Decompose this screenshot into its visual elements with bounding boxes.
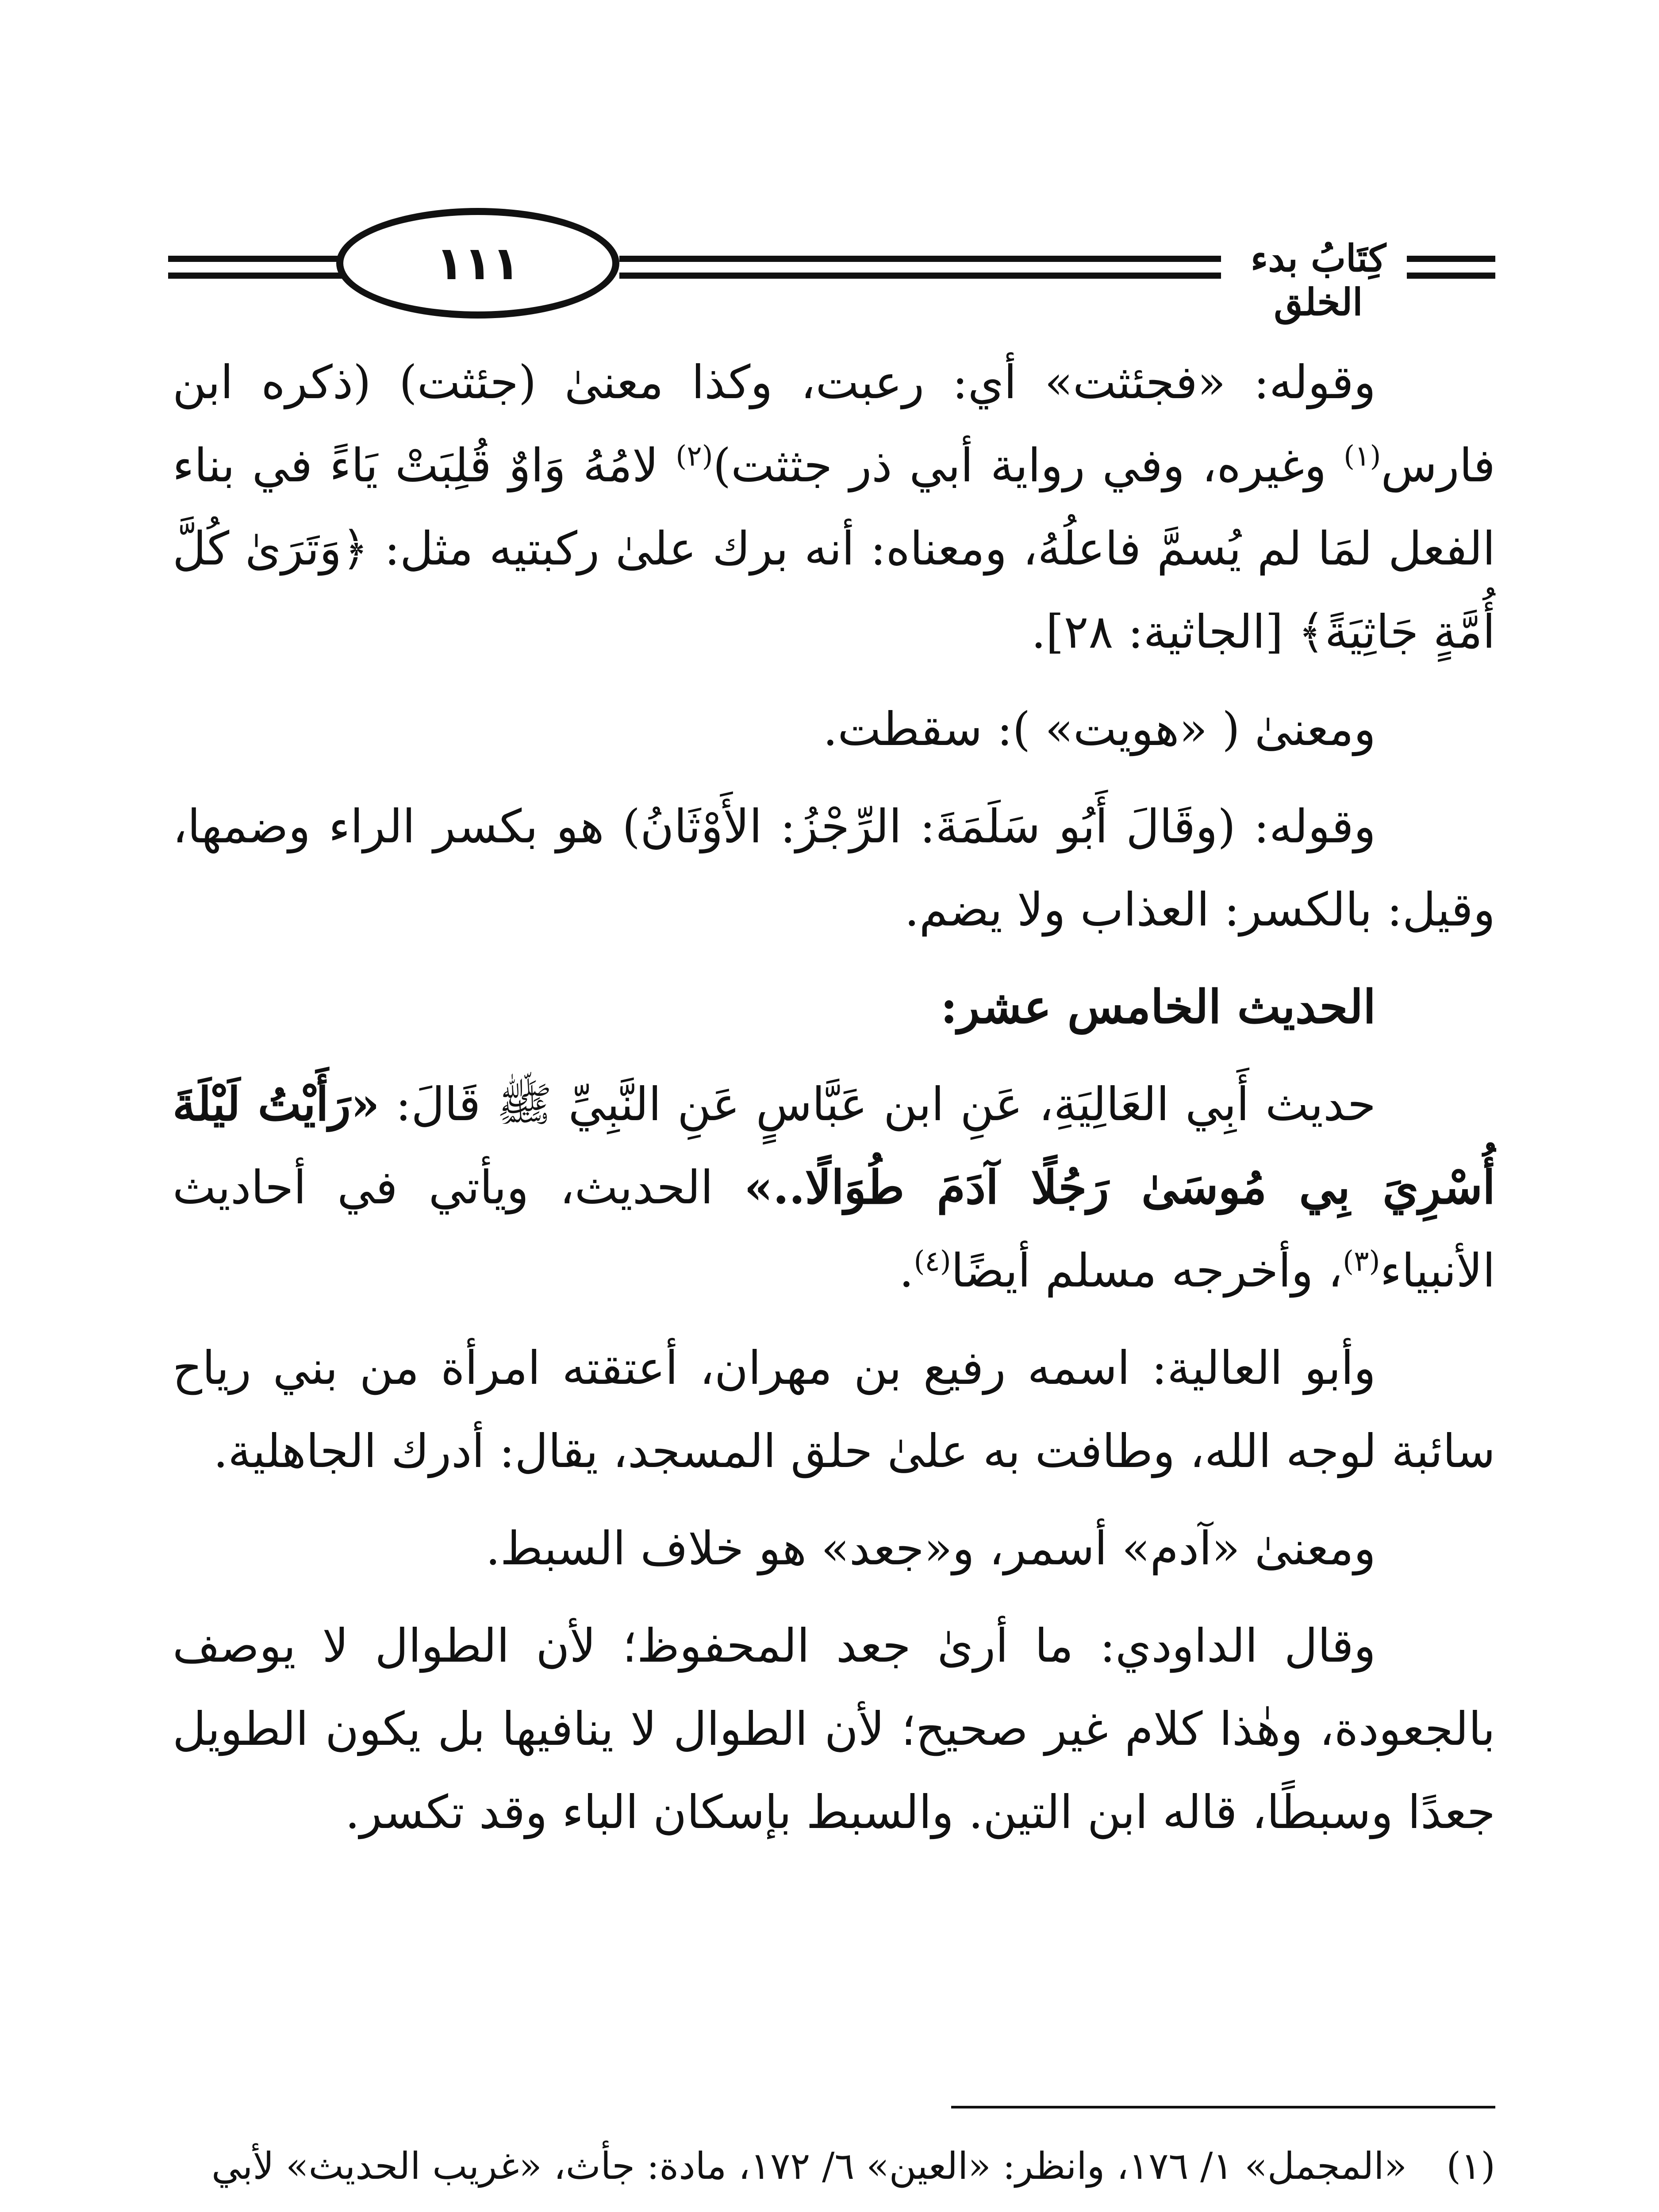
- footnote-text: «المجمل» ١/ ١٧٦، وانظر: «العين» ٦/ ١٧٢، مادة: جأث، «غريب الحديث» لأبي: [211, 2144, 1407, 2188]
- footnote-ref: (١): [1344, 440, 1381, 473]
- page-number-oval: [336, 208, 619, 319]
- footnote-separator: [951, 2106, 1495, 2108]
- footnote-ref: (٣): [1343, 1245, 1380, 1278]
- paragraph: ومعنىٰ «آدم» أسمر، و«جعد» هو خلاف السبط.: [485, 1521, 1376, 1575]
- paragraph: ومعنىٰ ( «هويت» ): سقطت.: [823, 702, 1376, 756]
- footnote-ref: (٢): [676, 440, 713, 473]
- text-run: لامُهُ وَاوٌ قُلِبَتْ يَاءً في بناء الفعل لمَا لم يُسمَّ فاعلُهُ، ومعناه: أنه برك علىٰ ركبتيه مثل: ﴿وَتَرَىٰ كُلَّ أُمَّةٍ جَاثِيَةً﴾ [الجاثية: ٢٨].: [173, 438, 1495, 659]
- paragraph: وقوله: (وقَالَ أَبُو سَلَمَةَ: الرِّجْزُ: الأَوْثَانُ) هو بكسر الراء وضمها، وقيل: بالكسر: العذاب ولا يضم.: [173, 799, 1495, 937]
- header-rule: [619, 256, 1221, 262]
- text-run: ، وأخرجه مسلم أيضًا: [951, 1244, 1343, 1298]
- section-heading: الحديث الخامس عشر:: [940, 979, 1376, 1034]
- paragraph: [173, 341, 1495, 673]
- header-rule: [1407, 273, 1495, 279]
- main-text: [173, 341, 1495, 1868]
- text-run: .: [899, 1244, 914, 1298]
- footnotes: [173, 2132, 1495, 2212]
- header-rule: [619, 273, 1221, 279]
- text-run: حديث أَبِي العَالِيَةِ، عَنِ ابن عَبَّاسٍ عَنِ النَّبِيِّ ﷺ قَالَ:: [379, 1077, 1376, 1131]
- page-header: [168, 208, 1495, 324]
- page-number: ١١١: [435, 236, 520, 290]
- footnote-mark: (١): [1446, 2144, 1495, 2188]
- header-rule: [1407, 256, 1495, 262]
- text-run: وغيره، وفي رواية أبي ذر جثثت): [713, 438, 1344, 492]
- footnote: [173, 2132, 1495, 2212]
- text-run: وقوله: «فجئثت» أي: رعبت، وكذا معنىٰ (جئثت) (ذكره ابن فارس: [173, 355, 1495, 492]
- paragraph: وقال الداودي: ما أرىٰ جعد المحفوظ؛ لأن الطوال لا يوصف بالجعودة، وهٰذا كلام غير صحيح؛ لأن الطوال لا ينافيها بل يكون الطويل جعدًا وسبطًا، قاله ابن التين. والسبط بإسكان الباء وقد تكسر.: [173, 1619, 1495, 1839]
- text-run: الحديث، ويأتي في أحاديث الأنبياء: [173, 1160, 1495, 1298]
- paragraph: [173, 1063, 1495, 1312]
- paragraph: وأبو العالية: اسمه رفيع بن مهران، أعتقته امرأة من بني رياح سائبة لوجه الله، وطافت به علىٰ حلق المسجد، يقال: أدرك الجاهلية.: [173, 1341, 1495, 1478]
- hadith-quote: «رَأَيْتُ لَيْلَةَ أُسْرِيَ بِي مُوسَىٰ رَجُلًا آدَمَ طُوَالًا..»: [173, 1077, 1495, 1214]
- running-title: كِتَابُ بدء الخلق: [1230, 236, 1407, 324]
- footnote-ref: (٤): [914, 1245, 951, 1278]
